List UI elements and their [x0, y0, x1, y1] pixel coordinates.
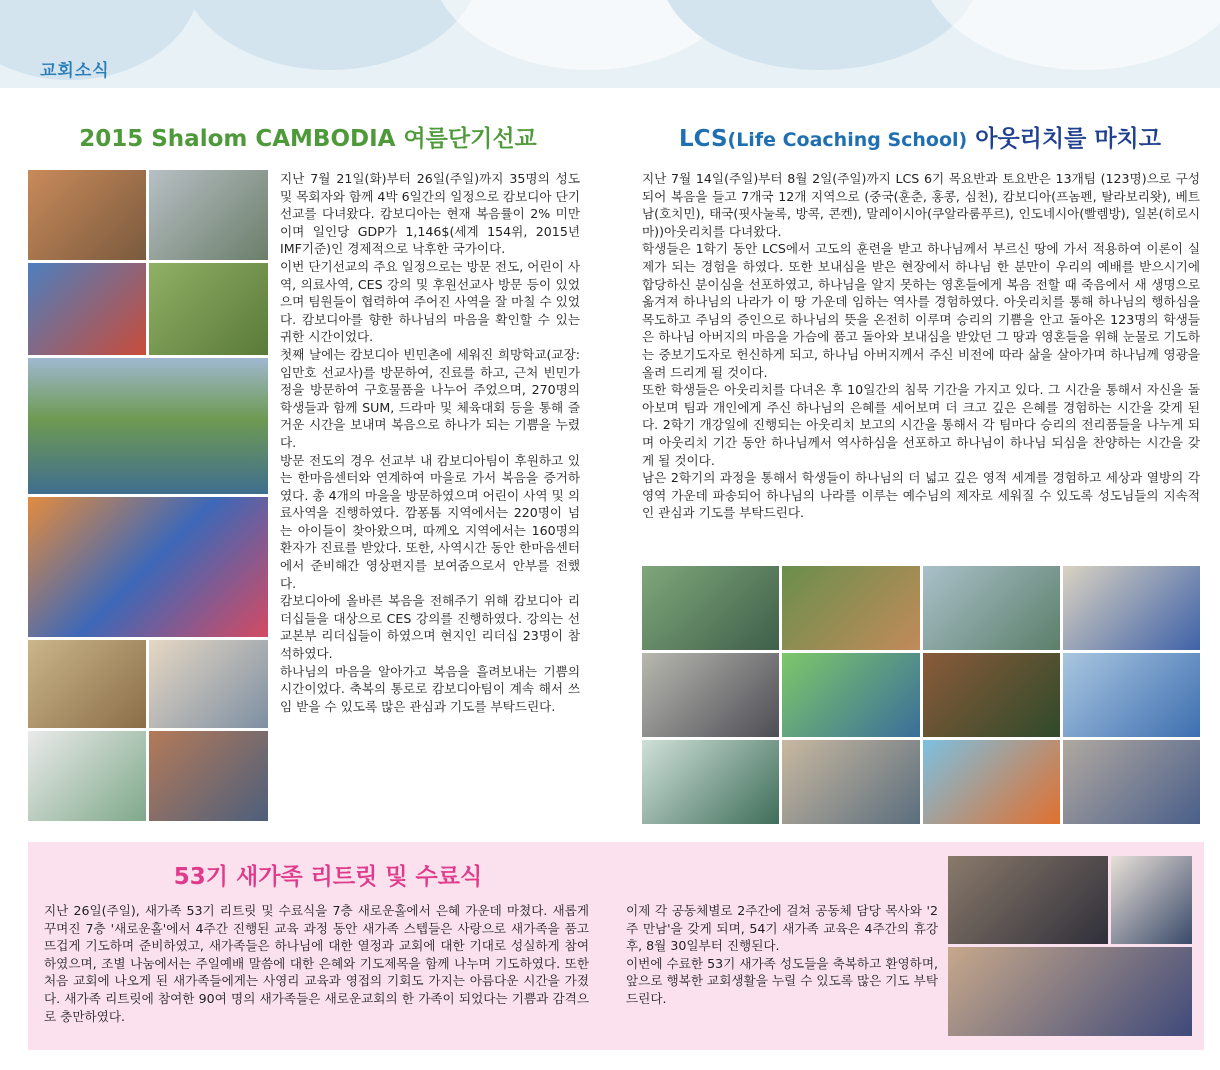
paragraph: 또한 학생들은 아웃리치를 다녀온 후 10일간의 침묵 기간을 가지고 있다. 그 시간을 통해서 자신을 돌아보며 팀과 개인에게 주신 하나님의 은혜를 세어보며 더 크고 깊은 은혜를 경험하는 시간을 갖게 된다. 2학기 개강일에 진행되는 아웃리치 보고의 시간을 통해서 각 팀마다 승리의 전리품들을 나누게 되며 아웃리치 기간 동안 하나님께서 역사하심을 선포하고 하나님이 하나님 되심을 찬양하는 시간을 갖게 될 것이다.: [642, 382, 1200, 468]
right-article-title: [640, 120, 1200, 153]
bottom-article-right-text: [626, 902, 938, 1008]
decorative-wave: [920, 0, 1220, 70]
paragraph: 학생들은 1학기 동안 LCS에서 고도의 훈련을 받고 하나님께서 부르신 땅에 가서 적용하여 이론이 실제가 되는 경험을 하였다. 또한 보내심을 받은 현장에서 하나님 한 분만이 우리의 예배를 받으시기에 합당하신 분이심을 선포하였고, 하나님을 알지 못하는 영혼들에게 복음 전할 때 죽음에서 새 생명으로 옮겨져 하나님의 나라가 이 땅 가운데 임하는 역사를 경험하였다. 아웃리치를 통해 하나님의 행하심을 목도하고 주님의 증인으로 하나님의 뜻을 온전히 이루며 승리의 기쁨을 안고 돌아온 123명의 학생들은 하나님 아버지의 마음을 가슴에 품고 돌아와 보내심을 받았던 그 땅과 영혼들을 위해 눈물로 기도하는 중보기도자로 헌신하게 되고, 하나님 아버지께서 주신 비전에 따라 삶을 살아가며 하나님께 영광을 올려 드리게 될 것이다.: [642, 241, 1200, 380]
photo: [149, 640, 268, 728]
title-subtitle: (Life Coaching School): [727, 129, 968, 151]
photo: [923, 653, 1060, 737]
paragraph: 캄보디아에 올바른 복음을 전해주기 위해 캄보디아 리더십들을 대상으로 CES 강의를 진행하였다. 강의는 선교본부 리더십들이 하였으며 현지인 리더십 23명이 참석하였다.: [280, 593, 580, 662]
left-photo-collage: [28, 170, 268, 822]
photo: [642, 653, 779, 737]
paragraph: 하나님의 마음을 알아가고 복음을 흘려보내는 기쁨의 시간이었다. 축복의 통로로 캄보디아팀이 계속 해서 쓰임 받을 수 있도록 많은 관심과 기도를 부탁드린다.: [280, 663, 580, 714]
paragraph: 지난 26일(주일), 새가족 53기 리트릿 및 수료식을 7층 새로운홀에서 은혜 가운데 마쳤다. 새롭게 꾸며진 7층 '새로운홀'에서 4주간 진행된 교육 과정 동안 새가족 스텝들은 사랑으로 새가족을 품고 뜨겁게 기도하며 준비하였고, 새가족들은 하나님에 대한 열정과 교회에 대한 기대로 성실하게 참여하였으며, 조별 나눔에서는 주일예배 말씀에 대한 은혜와 기도제목을 함께 나누며 기도하였다. 또한 처음 교회에 나오게 된 새가족들에게는 사영리 교육과 영접의 기회도 가지는 아름다운 시간을 가졌다. 새가족 리트릿에 참여한 90여 명의 새가족들은 새로운교회의 한 가족이 되었다는 기쁨과 감격으로 충만하였다.: [44, 903, 589, 1024]
photo: [642, 566, 779, 650]
left-article-title: 2015 Shalom CAMBODIA 여름단기선교: [79, 126, 537, 152]
photo: [642, 740, 779, 824]
right-article-body: [642, 170, 1200, 522]
photo: [782, 740, 919, 824]
paragraph: 이제 각 공동체별로 2주간에 걸쳐 공동체 담당 목사와 '2주 만남'을 갖게 되며, 54기 새가족 교육은 4주간의 휴강 후, 8월 30일부터 진행된다.: [626, 903, 938, 954]
bottom-article-left-text: [44, 902, 589, 1025]
title-suffix: 아웃리치를 마치고: [967, 126, 1161, 152]
photo: [948, 947, 1192, 1036]
title-prefix: LCS: [678, 126, 728, 152]
paragraph: 지난 7월 21일(화)부터 26일(주일)까지 35명의 성도 및 목회자와 함께 4박 6일간의 일정으로 캄보디아 단기선교를 다녀왔다. 캄보디아는 현재 복음률이 2% 미만이며 일인당 GDP가 1,146$(세계 154위, 2015년 IMF기준)인 경제적으로 낙후한 국가이다.: [280, 171, 580, 257]
photo: [28, 497, 268, 637]
bottom-photo-collage: [948, 856, 1192, 1036]
photo: [1063, 740, 1200, 824]
photo: [782, 566, 919, 650]
photo: [28, 170, 146, 260]
bottom-article-title: 53기 새가족 리트릿 및 수료식: [173, 864, 483, 890]
right-photo-grid: [642, 566, 1200, 824]
header-banner: [0, 0, 1220, 88]
photo: [149, 170, 268, 260]
section-label: 교회소식: [40, 61, 110, 81]
photo: [1111, 856, 1192, 944]
paragraph: 이번 단기선교의 주요 일정으로는 방문 전도, 어린이 사역, 의료사역, CES 강의 및 후원선교사 방문 등이 있었으며 팀원들이 협력하여 주어진 사역을 잘 마칠 수 있었다. 캄보디아를 향한 하나님의 마음을 확인할 수 있는 귀한 시간이었다.: [280, 258, 580, 345]
photo: [948, 856, 1108, 944]
photo: [28, 640, 146, 728]
paragraph: 지난 7월 14일(주일)부터 8월 2일(주일)까지 LCS 6기 목요반과 토요반은 13개팀 (123명)으로 구성되어 복음을 들고 7개국 12개 지역으로 (중국(훈춘, 홍콩, 심천), 캄보디아(프놈펜, 탈라보리왓), 베트남(호치민), 태국(핏사눌록, 방콕, 콘켄), 말레이시아(쿠알라룸푸르), 인도네시아(빨렘방), 일본(히로시마))아웃리치를 다녀왔다.: [642, 171, 1200, 239]
photo: [923, 740, 1060, 824]
photo: [28, 263, 146, 355]
paragraph: 첫째 날에는 캄보디아 빈민촌에 세워진 희망학교(교장: 임만호 선교사)를 방문하여, 진료를 하고, 근처 빈민가정을 방문하여 구호물품을 나누어 주었으며, 270명의 학생들과 함께 SUM, 드라마 및 체육대회 등을 통해 즐거운 시간을 보내며 복음으로 하나가 되는 기쁨을 누렸다.: [280, 346, 580, 450]
paragraph: 방문 전도의 경우 선교부 내 캄보디아팀이 후원하고 있는 한마음센터와 연계하여 마을로 가서 복음을 증거하였다. 총 4개의 마을을 방문하였으며 어린이 사역 및 의료사역을 진행하였다. 깜퐁톰 지역에서는 220명이 넘는 아이들이 찾아왔으며, 따께오 지역에서는 160명의 환자가 진료를 받았다. 또한, 사역시간 동안 한마음센터에서 준비해간 영상편지를 보여줌으로서 안부를 전했다.: [280, 452, 580, 591]
decorative-wave: [660, 0, 980, 70]
photo: [1063, 566, 1200, 650]
left-article-body: [280, 170, 580, 715]
photo: [1063, 653, 1200, 737]
photo: [149, 731, 268, 821]
photo: [149, 263, 268, 355]
photo: [28, 358, 268, 494]
photo: [923, 566, 1060, 650]
paragraph: 이번에 수료한 53기 새가족 성도들을 축복하고 환영하며, 앞으로 행복한 교회생활을 누릴 수 있도록 많은 기도 부탁드린다.: [626, 955, 938, 1006]
decorative-wave: [180, 0, 480, 70]
paragraph: 남은 2학기의 과정을 통해서 학생들이 하나님의 더 넓고 깊은 영적 세계를 경험하고 세상과 열방의 각 영역 가운데 파송되어 하나님의 나라를 이루는 예수님의 제자로 세워질 수 있도록 성도님들의 지속적인 관심과 기도를 부탁드린다.: [642, 470, 1200, 521]
photo: [782, 653, 919, 737]
photo: [28, 731, 146, 821]
